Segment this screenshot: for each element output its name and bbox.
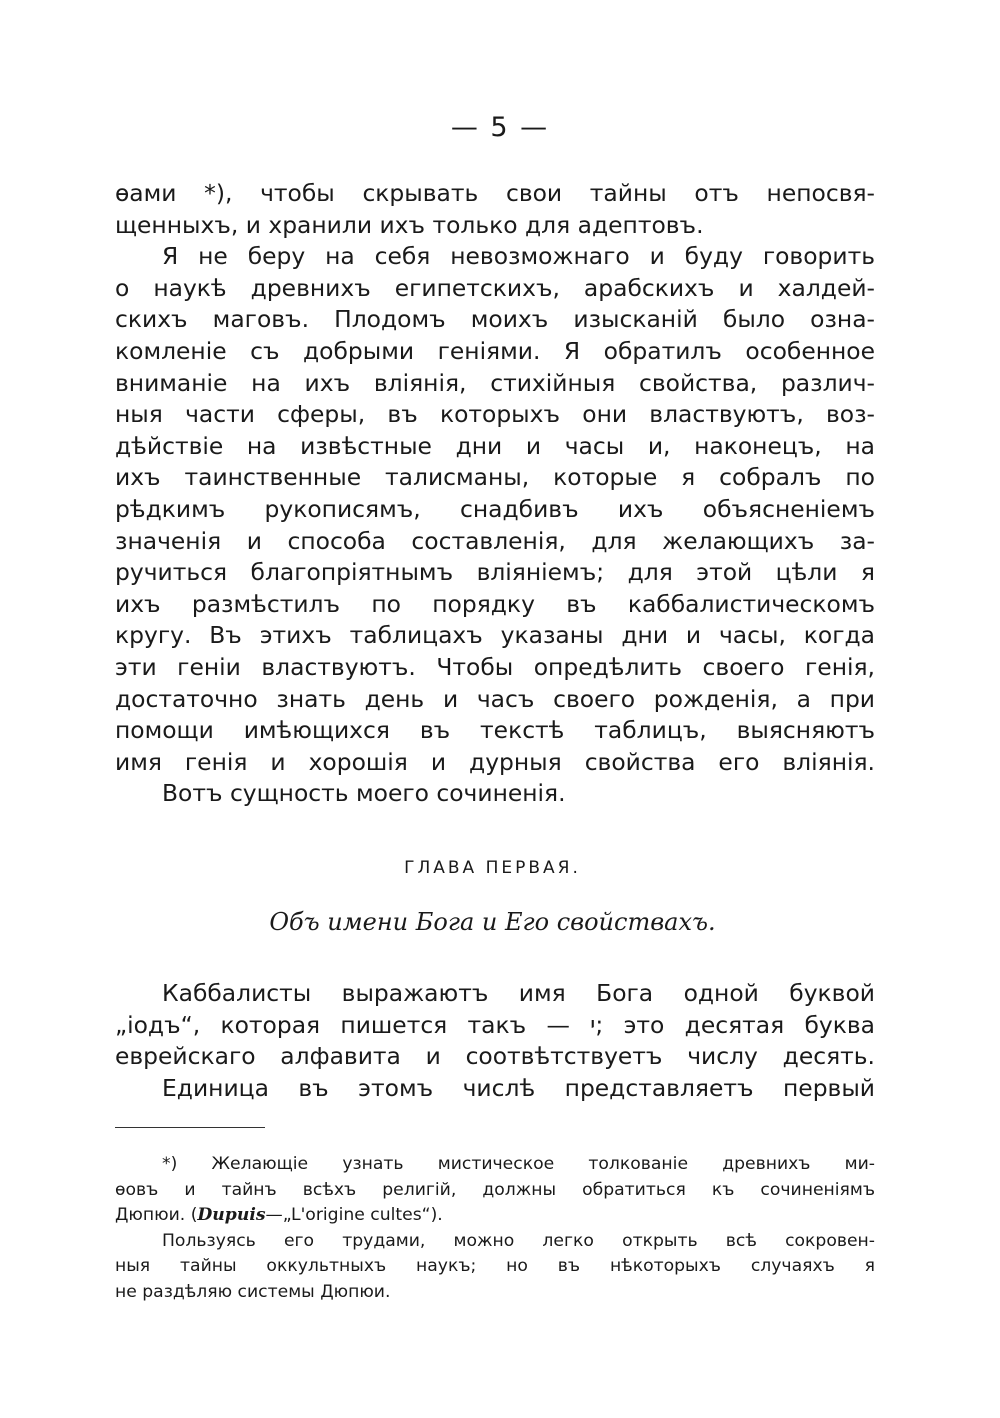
footnote-line: Пользуясь его трудами, можно легко открыть всѣ сокровен- bbox=[162, 1230, 875, 1251]
footnote-line bbox=[115, 1203, 875, 1229]
paragraph-line: ихъ таинственные талисманы, которые я собралъ по bbox=[115, 463, 875, 492]
footnote-line: ѳовъ и тайнъ всѣхъ религій, должны обратиться къ сочиненіямъ bbox=[115, 1179, 875, 1200]
paragraph-line: дѣйствіе на извѣстные дни и часы и, наконецъ, на bbox=[115, 431, 875, 460]
paragraph-line: скихъ маговъ. Плодомъ моихъ изысканій было озна- bbox=[115, 305, 875, 334]
paragraph-line: кругу. Въ этихъ таблицахъ указаны дни и часы, когда bbox=[115, 621, 875, 650]
paragraph-line: эти геніи властвуютъ. Чтобы опредѣлить своего генія, bbox=[115, 652, 875, 681]
paragraph-line: Каббалисты выражаютъ имя Бога одной буквой bbox=[162, 979, 875, 1007]
paragraph-line: Единица въ этомъ числѣ представляетъ первый bbox=[162, 1073, 875, 1102]
intro-text bbox=[115, 178, 875, 810]
paragraph-line: достаточно знать день и часъ своего рожденія, а при bbox=[115, 684, 875, 713]
paragraph-line: Я не беру на себя невозможнаго и буду говорить bbox=[162, 242, 875, 271]
paragraph-line: щенныхъ, и хранили ихъ только для адептовъ. bbox=[115, 210, 704, 239]
footnote-line: *) Желающіе узнать мистическое толкованіе древнихъ ми- bbox=[162, 1154, 875, 1174]
paragraph-line: имя генія и хорошія и дурныя свойства его вліянія. bbox=[115, 747, 875, 776]
paragraph-line: Вотъ сущность моего сочиненія. bbox=[162, 779, 566, 808]
paragraph-line: вниманіе на ихъ вліянія, стихійныя свойства, различ- bbox=[115, 368, 875, 397]
paragraph-line: ихъ размѣстилъ по порядку въ каббалистическомъ bbox=[115, 589, 875, 618]
chapter-label: ГЛАВА ПЕРВАЯ. bbox=[404, 858, 581, 878]
paragraph-line: еврейскаго алфавита и соотвѣтствуетъ числу десять. bbox=[115, 1042, 875, 1071]
footnote-divider bbox=[115, 1127, 265, 1128]
paragraph-line: „іодъ“, которая пишется такъ — י; это десятая буква bbox=[115, 1010, 876, 1039]
chapter-title: Объ имени Бога и Его свойствахъ. bbox=[269, 908, 716, 936]
page-number: — 5 — bbox=[450, 112, 550, 143]
paragraph-line: ручиться благопріятнымъ вліяніемъ; для этой цѣли я bbox=[115, 558, 875, 587]
footnote-text: —„L'origine cultes“). bbox=[265, 1205, 443, 1225]
footnote-author-latin: Dupuis bbox=[197, 1205, 266, 1225]
paragraph-line: значенія и способа составленія, для желающихъ за- bbox=[115, 526, 875, 555]
footnote-line: не раздѣляю системы Дюпюи. bbox=[115, 1281, 391, 1302]
chapter-text bbox=[115, 978, 875, 1104]
footnotes bbox=[115, 1152, 875, 1305]
paragraph-line: помощи имѣющихся въ текстѣ таблицъ, выясняютъ bbox=[115, 716, 875, 745]
paragraph-line: о наукѣ древнихъ египетскихъ, арабскихъ и халдей- bbox=[115, 273, 875, 302]
paragraph-line: ѳами *), чтобы скрывать свои тайны отъ непосвя- bbox=[115, 179, 875, 207]
paragraph-line: ныя части сферы, въ которыхъ они властвуютъ, воз- bbox=[115, 400, 875, 429]
footnote-line: ныя тайны оккультныхъ наукъ; но въ нѣкоторыхъ случаяхъ я bbox=[115, 1256, 875, 1276]
paragraph-line: рѣдкимъ рукописямъ, снадбивъ ихъ объясненіемъ bbox=[115, 494, 875, 523]
paragraph-line: комленіе съ добрыми геніями. Я обратилъ особенное bbox=[115, 336, 875, 365]
footnote-text: Дюпюи. ( bbox=[115, 1205, 198, 1225]
